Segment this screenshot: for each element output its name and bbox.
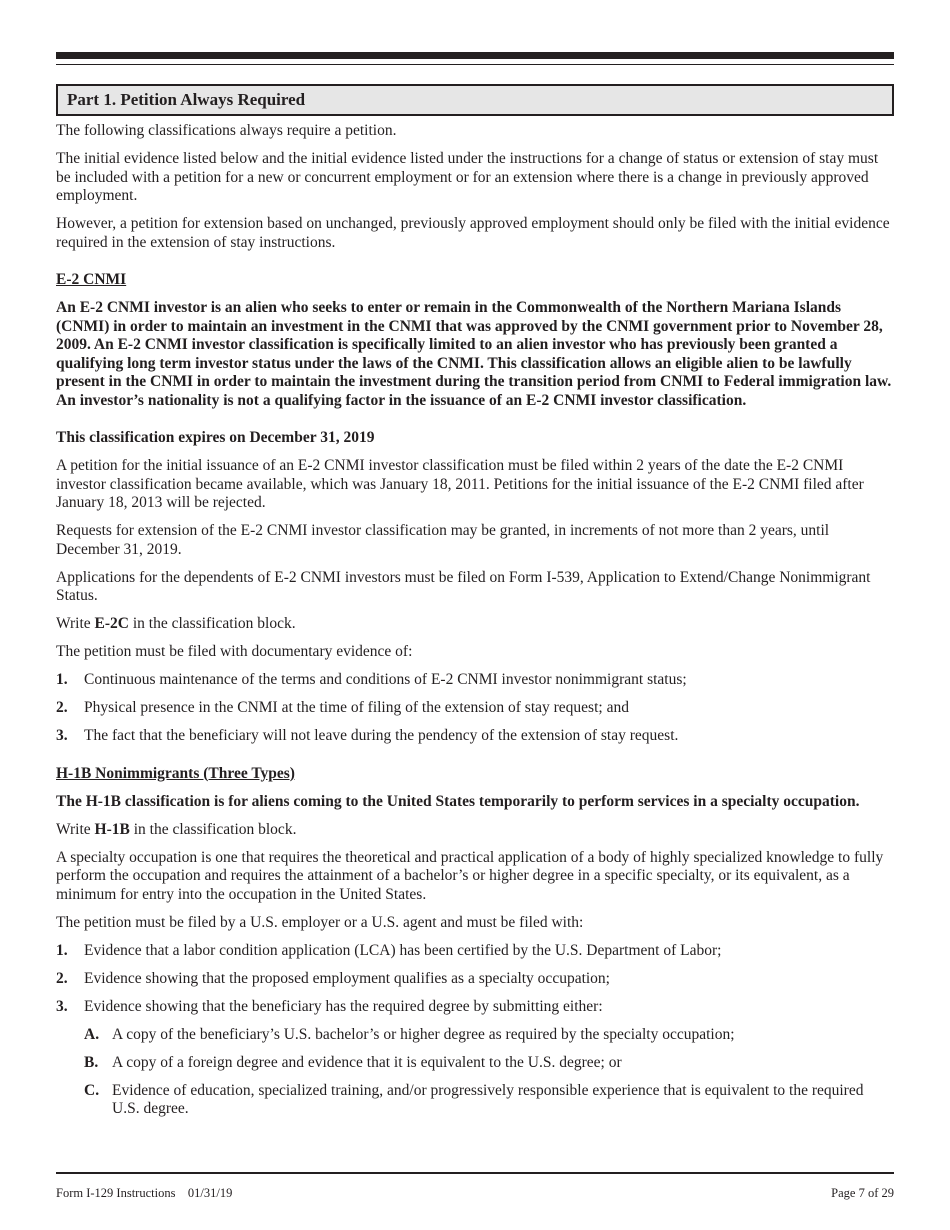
e2-evidence-intro: The petition must be filed with documentary evidence of: (56, 643, 413, 660)
e2-intro: An E-2 CNMI investor is an alien who seeks to enter or remain in the Commonwealth of the Northern Mariana Islands (CNMI) in order to maintain an investment in the CNMI that was approved by the CNMI government prior to November 28, 2009. An E-2 CNMI investor classification is specifically limited to an alien investor who has previously been granted a qualifying long term investor status under the laws of the CNMI. This classification allows an eligible alien to be lawfully present in the CNMI in order to maintain the investment during the transition period from CNMI to Federal immigration law. An investor’s nationality is not a qualifying factor in the issuance of an E-2 CNMI investor classification. (56, 299, 892, 409)
item-text: A copy of the beneficiary’s U.S. bachelor’s or higher degree as required by the specialty occupation; (112, 1025, 735, 1043)
e2-write-instruction (56, 615, 894, 634)
item-number: 3. (56, 727, 68, 744)
intro-paragraph: The initial evidence listed below and the initial evidence listed under the instructions for a change of status or extension of stay must be included with a petition for a new or concurrent employment or for an extension where there is a change in previously approved employment. (56, 150, 879, 204)
list-item (56, 727, 894, 746)
classification-code: E-2C (94, 615, 129, 632)
header-rule-thin (56, 64, 894, 65)
main-content (56, 122, 894, 1128)
item-number: 3. (56, 997, 68, 1015)
sub-list-item (56, 1054, 894, 1073)
item-text: The fact that the beneficiary will not leave during the pendency of the extension of stay request. (84, 727, 679, 744)
h1b-intro: The H-1B classification is for aliens coming to the United States temporarily to perform services in a specialty occupation. (56, 792, 860, 810)
item-text: Physical presence in the CNMI at the time of filing of the extension of stay request; and (84, 699, 629, 716)
h1b-write-instruction (56, 821, 894, 840)
sub-list-item (56, 1082, 894, 1119)
item-number: 2. (56, 699, 68, 716)
list-item (56, 699, 894, 718)
e2-paragraph: Applications for the dependents of E-2 CNMI investors must be filed on Form I-539, Application to Extend/Change Nonimmigrant Status. (56, 568, 871, 604)
intro-paragraph: However, a petition for extension based on unchanged, previously approved employment should only be filed with the initial evidence required in the extension of stay instructions. (56, 215, 890, 251)
item-text: Evidence of education, specialized training, and/or progressively responsible experience that is equivalent to the required U.S. degree. (112, 1081, 864, 1117)
item-number: 1. (56, 941, 68, 959)
item-text: Evidence showing that the proposed employment qualifies as a specialty occupation; (84, 969, 610, 987)
item-letter: C. (84, 1081, 100, 1099)
list-item (56, 671, 894, 690)
classification-code: H-1B (94, 820, 130, 838)
item-text: A copy of a foreign degree and evidence that it is equivalent to the U.S. degree; or (112, 1053, 622, 1071)
item-letter: A. (84, 1025, 100, 1043)
sub-list-item (56, 1026, 894, 1045)
e2-expires: This classification expires on December 31, 2019 (56, 429, 375, 446)
h1b-filed-with: The petition must be filed by a U.S. employer or a U.S. agent and must be filed with: (56, 913, 584, 931)
item-number: 1. (56, 671, 68, 688)
list-item (56, 998, 894, 1017)
write-prefix: Write (56, 615, 95, 632)
item-text: Evidence showing that the beneficiary has the required degree by submitting either: (84, 997, 603, 1015)
e2-paragraph: A petition for the initial issuance of an E-2 CNMI investor classification must be filed within 2 years of the date the E-2 CNMI investor classification became available, which was January 18, 2011. Petitions for the initial issuance of the E-2 CNMI filed after January 18, 2013 will be rejected. (56, 457, 864, 511)
h1b-heading: H-1B Nonimmigrants (Three Types) (56, 764, 295, 782)
item-number: 2. (56, 969, 68, 987)
part-title: Part 1. Petition Always Required (67, 90, 306, 109)
item-text: Evidence that a labor condition application (LCA) has been certified by the U.S. Department of Labor; (84, 941, 722, 959)
footer-rule (56, 1172, 894, 1174)
write-suffix: in the classification block. (129, 615, 296, 632)
part-header-box (56, 84, 894, 116)
item-letter: B. (84, 1053, 99, 1071)
e2-heading: E-2 CNMI (56, 271, 127, 288)
write-suffix: in the classification block. (129, 820, 297, 838)
h1b-paragraph: A specialty occupation is one that requires the theoretical and practical application of a body of highly specialized knowledge to fully perform the occupation and requires the attainment of a bachelor’s or higher degree in a specific specialty, or its equivalent, as a minimum for entry into the occupation in the United States. (56, 848, 884, 903)
write-prefix: Write (56, 820, 95, 838)
e2-paragraph: Requests for extension of the E-2 CNMI investor classification may be granted, in increments of not more than 2 years, until December 31, 2019. (56, 522, 830, 558)
intro-paragraph: The following classifications always require a petition. (56, 122, 397, 139)
item-text: Continuous maintenance of the terms and conditions of E-2 CNMI investor nonimmigrant status; (84, 671, 687, 688)
list-item (56, 942, 894, 961)
form-identifier: Form I-129 Instructions 01/31/19 (56, 1186, 233, 1200)
list-item (56, 970, 894, 989)
page-number: Page 7 of 29 (831, 1186, 894, 1200)
header-rule-thick (56, 52, 894, 59)
